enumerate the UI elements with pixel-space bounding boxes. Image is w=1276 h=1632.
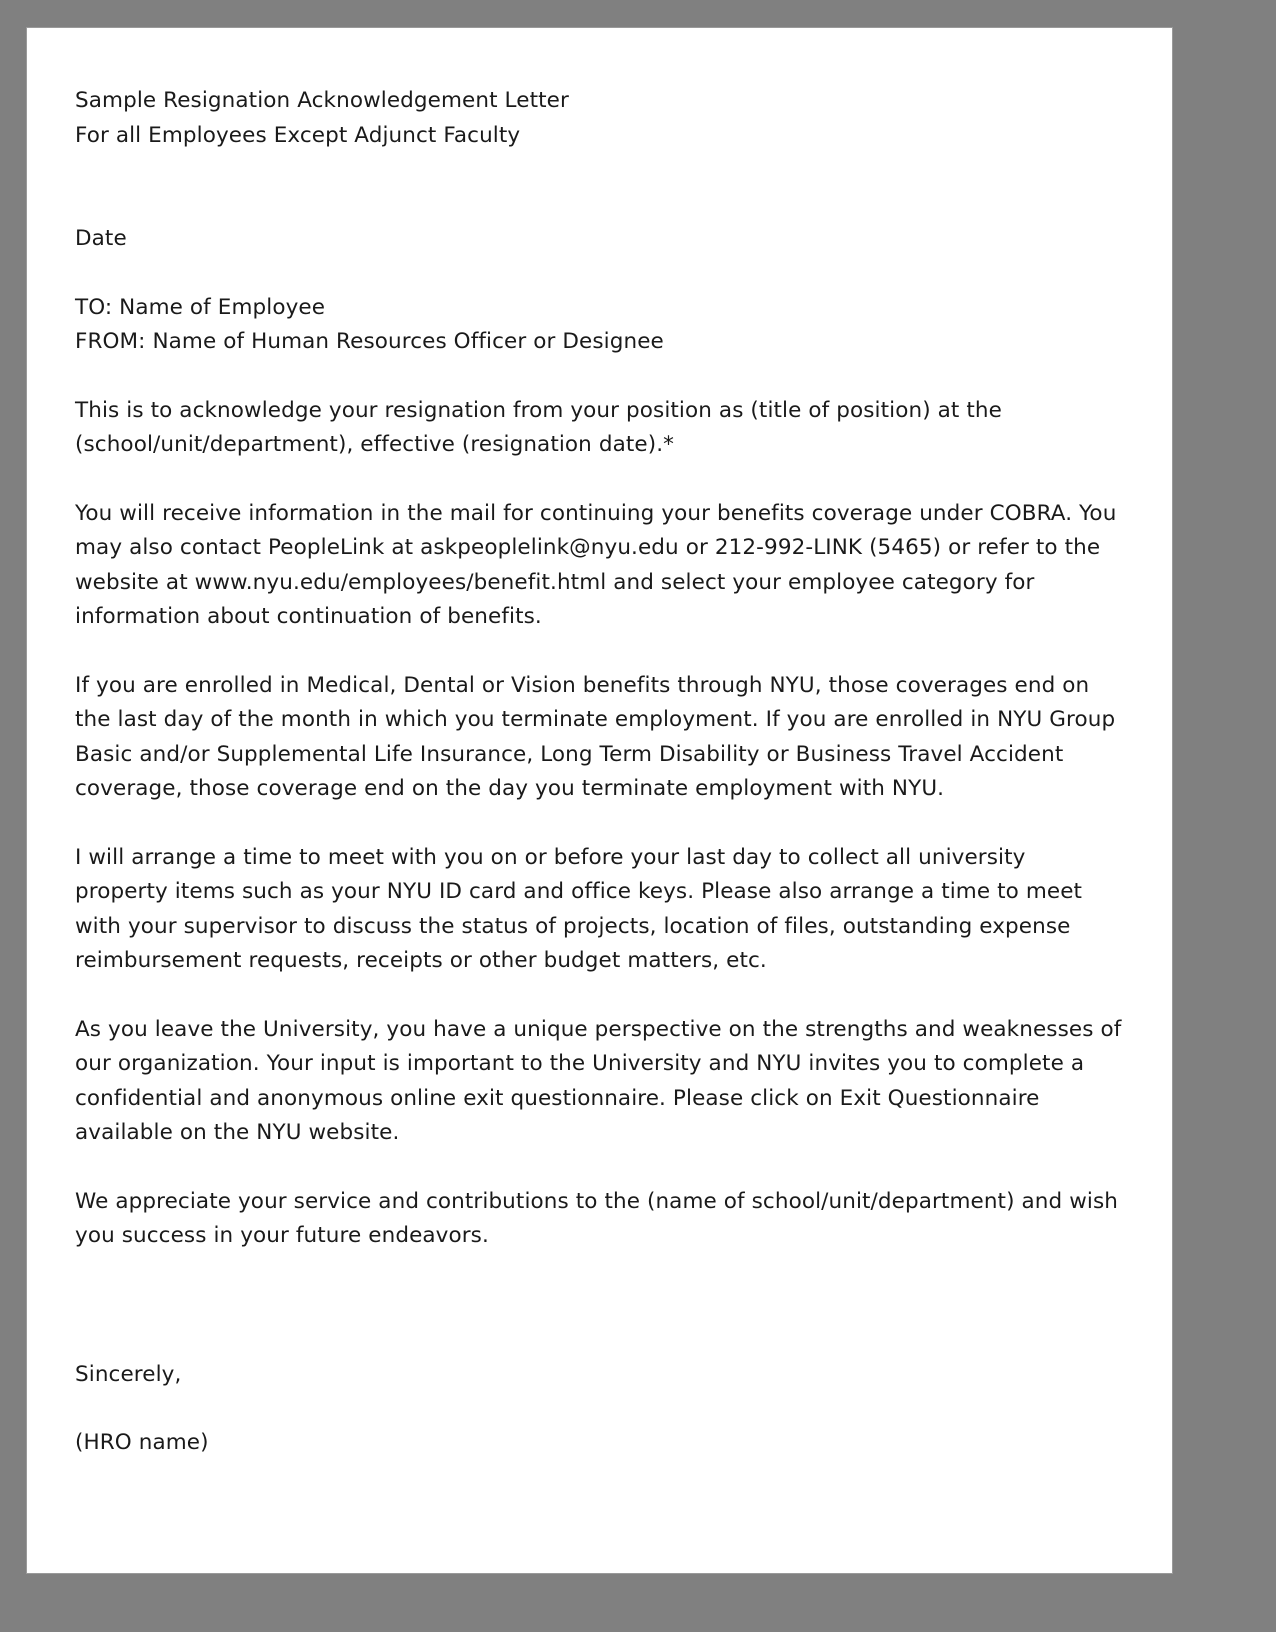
title-line-2: For all Employees Except Adjunct Faculty (75, 122, 521, 148)
from-line: FROM: Name of Human Resources Officer or Designee (75, 329, 664, 354)
date-label: Date (75, 226, 127, 251)
spacer-after-closing (75, 1392, 1122, 1426)
signature-line: (HRO name) (75, 1430, 209, 1455)
document-page (27, 28, 1172, 1573)
title-line-1: Sample Resignation Acknowledgement Letter (75, 88, 569, 113)
paragraph-exit-questionnaire: As you leave the University, you have a unique perspective on the strengths and weaknesses of our organization. Your input is important to the University and NYU invites you to complete a confidential and anonymous online exit questionnaire. Please click on Exit Questionnaire available on the NYU website. (75, 1016, 1122, 1145)
paragraph-cobra: You will receive information in the mail for continuing your benefits coverage under COBRA. You may also contact PeopleLink at askpeoplelink@nyu.edu or 212-992-LINK (5465) or refer to the website at www.nyu.edu/employees/benefit.html and select your employee category for information about continuation of benefits. (75, 500, 1117, 629)
spacer-before-closing (75, 1254, 1122, 1358)
spacer-after-title (75, 153, 1122, 222)
spacer-4 (75, 979, 1122, 1013)
paragraph-property-return: I will arrange a time to meet with you on or before your last day to collect all university property items such as your NYU ID card and office keys. Please also arrange a time to meet with your supervisor to discuss the status of projects, location of files, outstanding expense reimbursement requests, receipts or other budget matters, etc. (75, 844, 1083, 973)
spacer-3 (75, 807, 1122, 841)
closing-line: Sincerely, (75, 1361, 182, 1387)
paragraph-acknowledgement: This is to acknowledge your resignation from your position as (title of position) at the (school/unit/department), effective (resignation date).* (75, 397, 1002, 457)
spacer-2 (75, 635, 1122, 669)
document-body (75, 84, 1122, 1461)
spacer-after-date (75, 257, 1122, 291)
spacer-after-from (75, 360, 1122, 394)
to-line: TO: Name of Employee (75, 294, 326, 320)
paragraph-benefits-end: If you are enrolled in Medical, Dental or Vision benefits through NYU, those coverages end on the last day of the month in which you terminate employment. If you are enrolled in NYU Group Basic and/or Supplemental Life Insurance, Long Term Disability or Business Travel Accident coverage, those coverage end on the day you terminate employment with NYU. (75, 672, 1116, 801)
paragraph-appreciation: We appreciate your service and contributions to the (name of school/unit/department) and wish you success in your future endeavors. (75, 1188, 1118, 1248)
spacer-5 (75, 1151, 1122, 1185)
document-title (75, 84, 1122, 153)
spacer-1 (75, 463, 1122, 497)
